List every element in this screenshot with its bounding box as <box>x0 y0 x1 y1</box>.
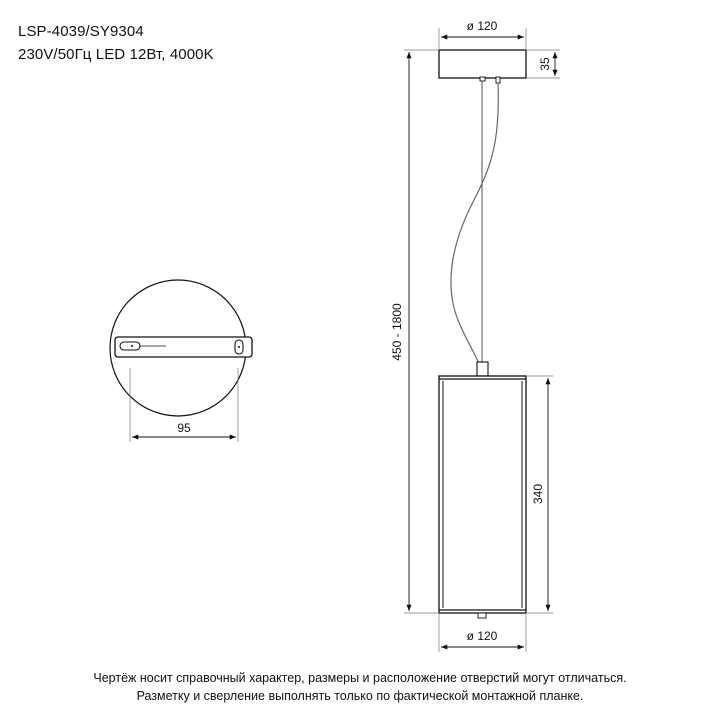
body-diameter-label: ø 120 <box>466 629 498 643</box>
plate-width-label: 95 <box>177 421 191 435</box>
canopy-height-label: 35 <box>538 57 552 71</box>
model-title: LSP-4039/SY9304 <box>18 23 144 40</box>
dimension-canopy-diameter <box>439 19 526 50</box>
electrical-specs: 230V/50Гц LED 12Вт, 4000K <box>18 46 214 63</box>
dimension-suspension-length <box>390 50 439 613</box>
footnote-line-1: Чертёж носит справочный характер, размеры и расположение отверстий могут отличаться. <box>93 671 627 685</box>
power-cord <box>451 83 498 362</box>
dimension-body-height <box>526 376 553 613</box>
mounting-plate-detail <box>110 280 252 416</box>
canopy-diameter-label: ø 120 <box>466 19 498 33</box>
dimension-canopy-height <box>526 50 560 78</box>
canopy <box>439 50 526 78</box>
footnote-line-2: Разметку и сверление выполнять только по фактической монтажной планке. <box>136 689 584 703</box>
pendant-lamp <box>439 50 526 618</box>
body-height-label: 340 <box>531 483 545 505</box>
suspension-length-label: 450 - 1800 <box>390 303 404 361</box>
slot-left <box>120 342 140 350</box>
lamp-body <box>439 376 526 613</box>
dimension-plate-width <box>130 368 238 442</box>
dimension-body-diameter <box>439 613 526 652</box>
